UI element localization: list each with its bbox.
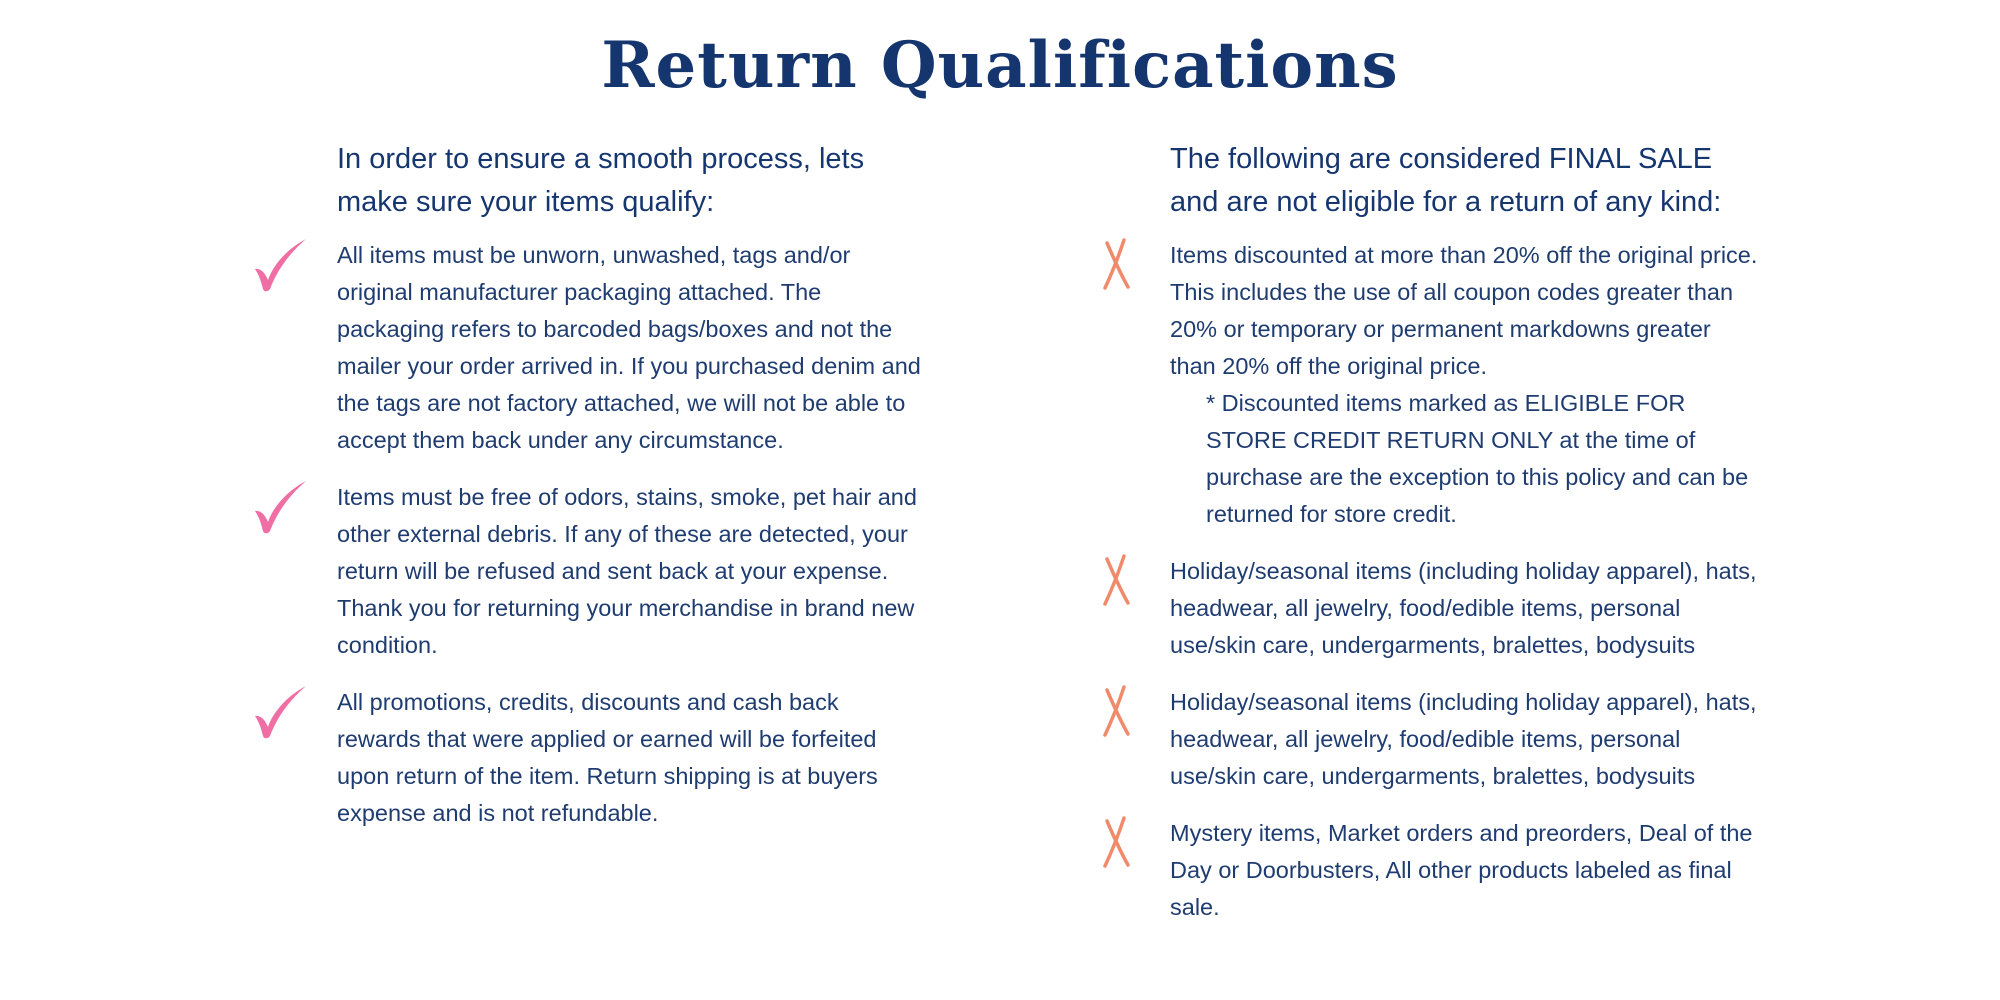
final-sale-item (1170, 237, 1760, 533)
final-sale-heading: The following are considered FINAL SALE and are not eligible for a return of any kind: (1170, 143, 1722, 218)
qualifying-items-section (337, 138, 927, 852)
x-mark-icon (1094, 684, 1138, 738)
qualify-item (337, 684, 927, 832)
page-title: Return Qualifications (601, 28, 1399, 103)
qualify-heading: In order to ensure a smooth process, lets make sure your items qualify: (337, 143, 865, 218)
x-mark-icon (1094, 237, 1138, 291)
final-sale-item-text: Holiday/seasonal items (including holiday apparel), hats, headwear, all jewelry, food/edible items, personal use/skin care, undergarments, bralettes, bodysuits (1170, 689, 1757, 789)
final-sale-item-text: Holiday/seasonal items (including holiday apparel), hats, headwear, all jewelry, food/edible items, personal use/skin care, undergarments, bralettes, bodysuits (1170, 558, 1757, 658)
final-sale-item-text: Mystery items, Market orders and preorders, Deal of the Day or Doorbusters, All other products labeled as final sale. (1170, 820, 1753, 920)
x-mark-icon (1094, 815, 1138, 869)
final-sale-item (1170, 815, 1760, 926)
final-sale-section (1170, 138, 1760, 946)
x-mark-icon (1094, 553, 1138, 607)
checkmark-icon (251, 682, 311, 742)
qualify-item-text: All items must be unworn, unwashed, tags and/or original manufacturer packaging attached. The packaging refers to barcoded bags/boxes and not the mailer your order arrived in. If you purchased denim and the tags are not factory attached, we will not be able to accept them back under any circumstance. (337, 242, 921, 453)
checkmark-icon (251, 235, 311, 295)
qualify-item-text: Items must be free of odors, stains, smoke, pet hair and other external debris. If any of these are detected, your return will be refused and sent back at your expense. Thank you for returning your merchandise in brand new condition. (337, 484, 917, 658)
qualify-item-text: All promotions, credits, discounts and cash back rewards that were applied or earned will be forfeited upon return of the item. Return shipping is at buyers expense and is not refundable. (337, 689, 878, 826)
qualify-item (337, 479, 927, 664)
store-credit-note: * Discounted items marked as ELIGIBLE FOR STORE CREDIT RETURN ONLY at the time of purchase are the exception to this policy and can be returned for store credit. (1206, 390, 1749, 527)
qualify-item (337, 237, 927, 459)
final-sale-item-text: Items discounted at more than 20% off the original price. This includes the use of all coupon codes greater than 20% or temporary or permanent markdowns greater than 20% off the original price. (1170, 242, 1758, 379)
final-sale-item (1170, 684, 1760, 795)
checkmark-icon (251, 477, 311, 537)
final-sale-item (1170, 553, 1760, 664)
